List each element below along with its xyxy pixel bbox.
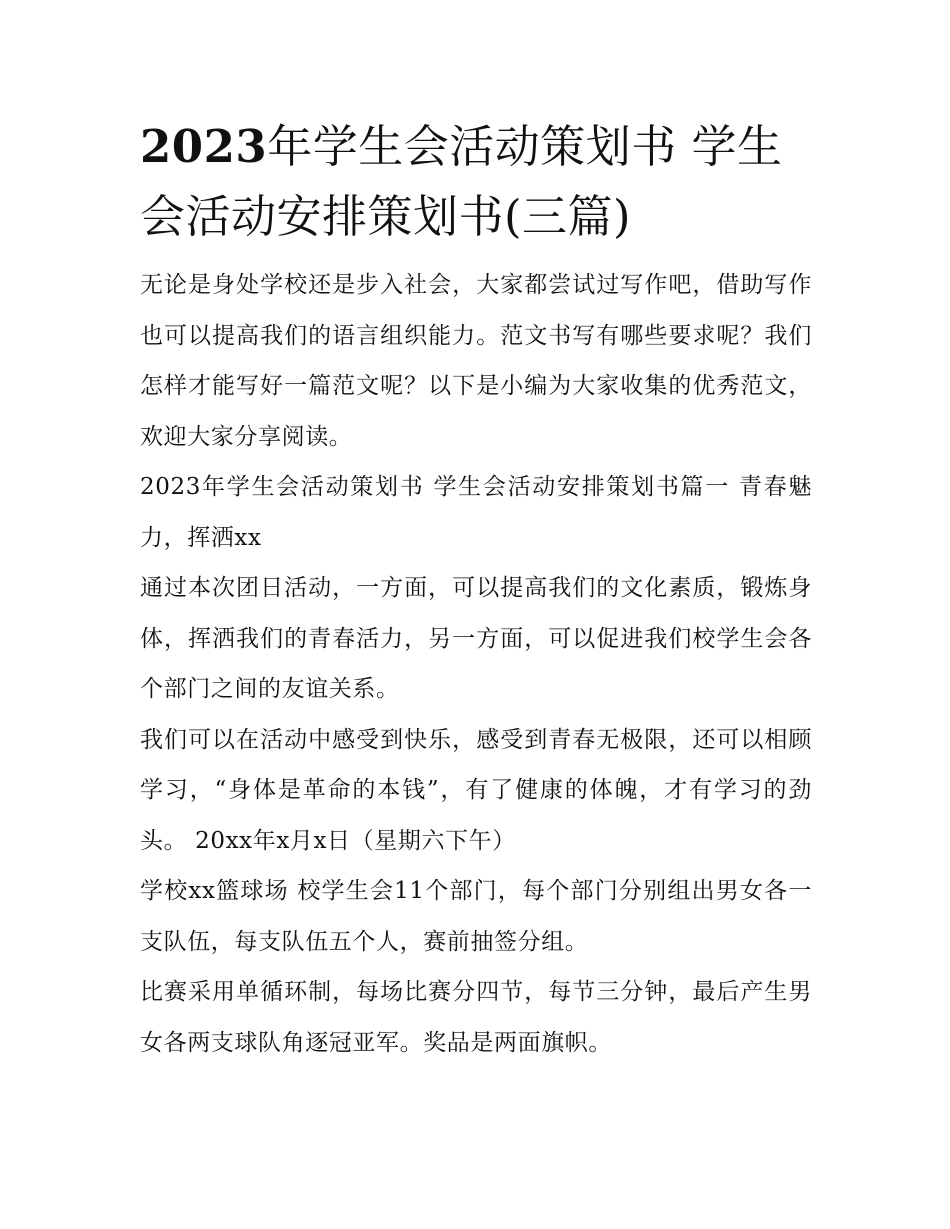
- paragraph-rules: 比赛采用单循环制，每场比赛分四节，每节三分钟，最后产生男女各两支球队角逐冠亚军。奖品是两面旗帜。: [140, 979, 812, 1056]
- paragraph-meaning-time: 我们可以在活动中感受到快乐，感受到青春无极限，还可以相顾学习，“身体是革命的本钱”，有了健康的体魄，才有学习的劲头。 20xx年x月x日（星期六下午）: [140, 726, 812, 854]
- document-title-year: 2023: [140, 120, 268, 173]
- document-title-text: 年学生会活动策划书 学生会活动安排策划书(三篇): [140, 120, 783, 243]
- paragraph-section-heading: 2023年学生会活动策划书 学生会活动安排策划书篇一 青春魅力，挥洒xx: [140, 474, 812, 551]
- paragraph-location-participants: 学校xx篮球场 校学生会11个部门，每个部门分别组出男女各一支队伍，每支队伍五个人，赛前抽签分组。: [140, 878, 812, 955]
- document-page: [140, 112, 812, 1068]
- paragraph-purpose: 通过本次团日活动，一方面，可以提高我们的文化素质，锻炼身体，挥洒我们的青春活力，另一方面，可以促进我们校学生会各个部门之间的友谊关系。: [140, 575, 812, 702]
- document-title: [140, 112, 812, 252]
- paragraph-intro: 无论是身处学校还是步入社会，大家都尝试过写作吧，借助写作也可以提高我们的语言组织能力。范文书写有哪些要求呢？我们怎样才能写好一篇范文呢？以下是小编为大家收集的优秀范文，欢迎大家分享阅读。: [140, 272, 812, 450]
